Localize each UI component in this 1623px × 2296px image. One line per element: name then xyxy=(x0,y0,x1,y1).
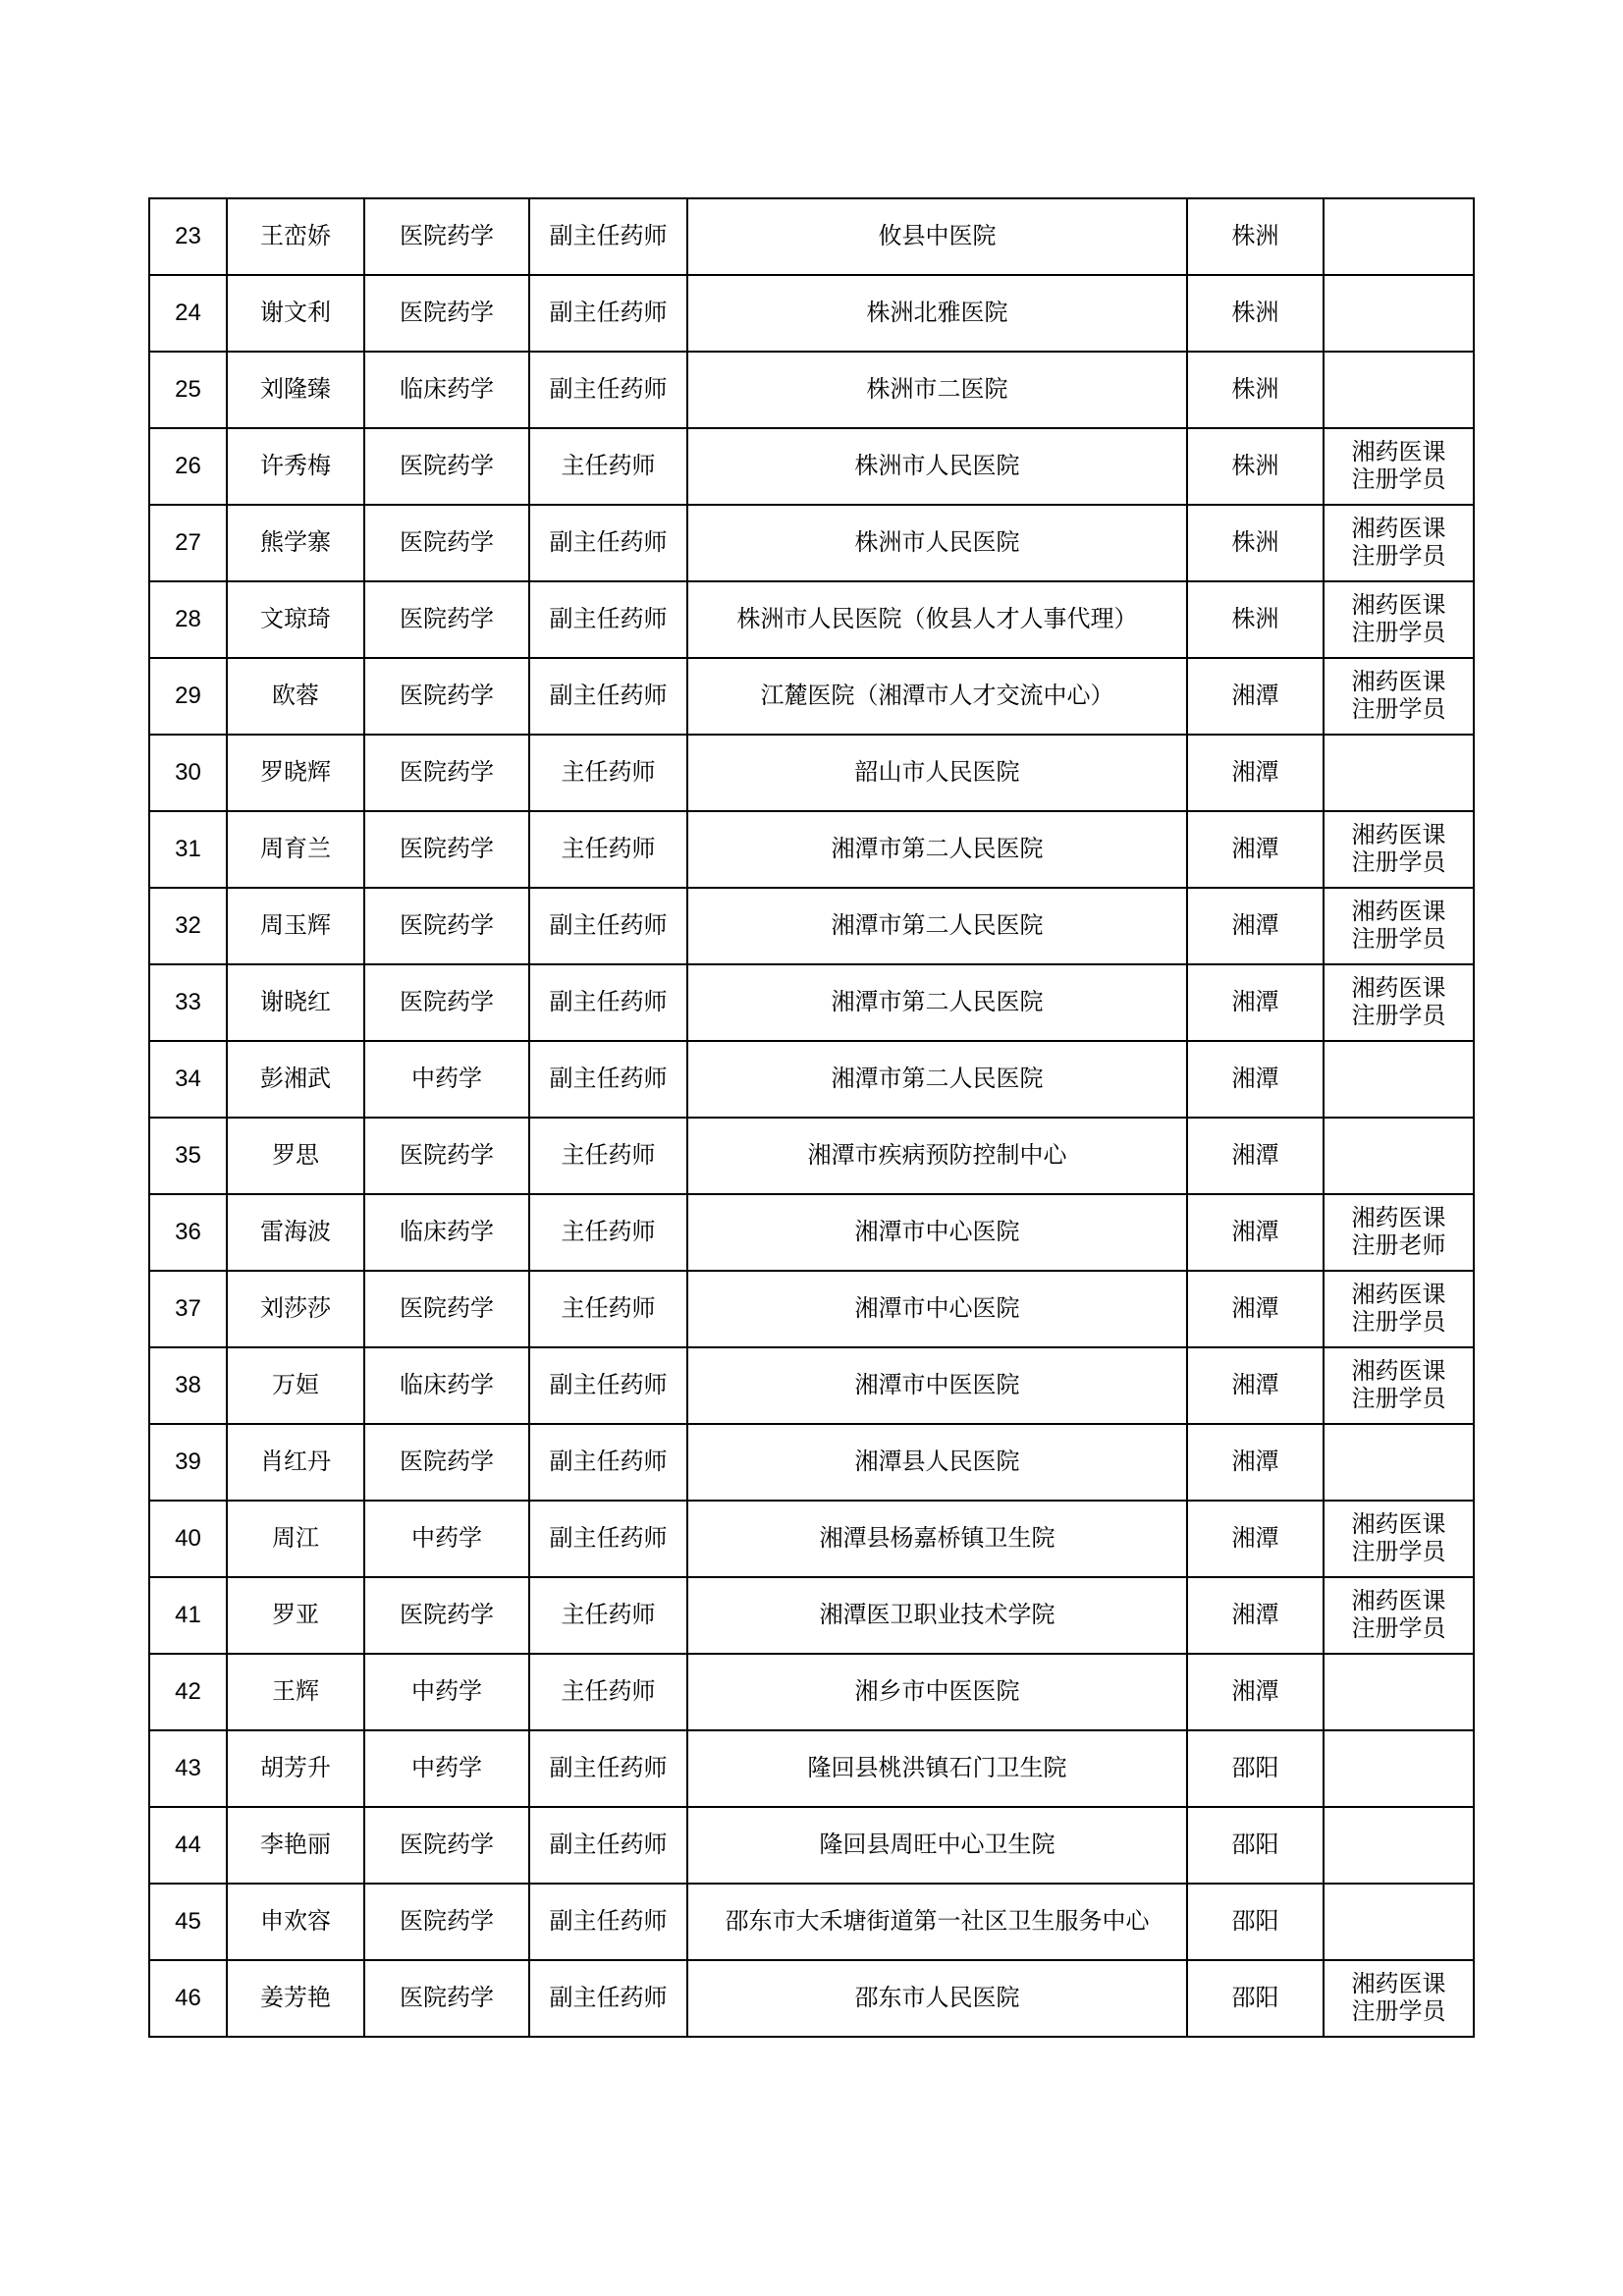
region-cell: 邵阳 xyxy=(1187,1884,1324,1960)
unit-cell: 邵东市大禾塘街道第一社区卫生服务中心 xyxy=(687,1884,1187,1960)
region-cell: 湘潭 xyxy=(1187,811,1324,888)
note-line: 湘药医课 xyxy=(1351,1587,1446,1615)
note-line: 湘药医课 xyxy=(1351,898,1446,926)
seq-cell: 37 xyxy=(149,1271,227,1347)
unit-cell: 湘潭市中心医院 xyxy=(687,1271,1187,1347)
unit-cell: 湘潭市中心医院 xyxy=(687,1194,1187,1271)
title-cell: 副主任药师 xyxy=(529,1347,687,1424)
region-cell: 湘潭 xyxy=(1187,888,1324,964)
seq-cell: 40 xyxy=(149,1501,227,1577)
note-line: 注册学员 xyxy=(1351,1997,1446,2025)
seq-cell: 36 xyxy=(149,1194,227,1271)
unit-cell: 攸县中医院 xyxy=(687,198,1187,275)
unit-cell: 韶山市人民医院 xyxy=(687,735,1187,811)
table-row xyxy=(149,1271,1474,1347)
note-line: 湘药医课 xyxy=(1351,591,1446,620)
unit-cell: 湘潭市第二人民医院 xyxy=(687,1041,1187,1118)
table-row xyxy=(149,275,1474,352)
note-cell xyxy=(1324,1194,1474,1271)
major-cell: 医院药学 xyxy=(364,275,529,352)
note-line: 湘药医课 xyxy=(1351,668,1446,696)
unit-cell: 邵东市人民医院 xyxy=(687,1960,1187,2037)
region-cell: 湘潭 xyxy=(1187,1041,1324,1118)
note-line: 湘药医课 xyxy=(1351,515,1446,543)
unit-cell: 湘潭市中医医院 xyxy=(687,1347,1187,1424)
note-cell xyxy=(1324,1960,1474,2037)
title-cell: 主任药师 xyxy=(529,1577,687,1654)
major-cell: 医院药学 xyxy=(364,735,529,811)
note-cell xyxy=(1324,735,1474,811)
name-cell: 刘莎莎 xyxy=(227,1271,364,1347)
name-cell: 熊学寨 xyxy=(227,505,364,581)
major-cell: 医院药学 xyxy=(364,888,529,964)
table-row xyxy=(149,1960,1474,2037)
note-line: 注册学员 xyxy=(1351,848,1446,876)
seq-cell: 26 xyxy=(149,428,227,505)
name-cell: 许秀梅 xyxy=(227,428,364,505)
note-line: 注册学员 xyxy=(1351,542,1446,570)
note-line: 注册学员 xyxy=(1351,1308,1446,1336)
major-cell: 中药学 xyxy=(364,1730,529,1807)
note-line: 注册学员 xyxy=(1351,695,1446,723)
note-cell xyxy=(1324,1884,1474,1960)
unit-cell: 株洲市人民医院 xyxy=(687,505,1187,581)
table-row xyxy=(149,581,1474,658)
seq-cell: 38 xyxy=(149,1347,227,1424)
region-cell: 株洲 xyxy=(1187,428,1324,505)
name-cell: 文琼琦 xyxy=(227,581,364,658)
seq-cell: 25 xyxy=(149,352,227,428)
name-cell: 彭湘武 xyxy=(227,1041,364,1118)
major-cell: 医院药学 xyxy=(364,1884,529,1960)
major-cell: 医院药学 xyxy=(364,964,529,1041)
seq-cell: 41 xyxy=(149,1577,227,1654)
seq-cell: 30 xyxy=(149,735,227,811)
major-cell: 中药学 xyxy=(364,1041,529,1118)
region-cell: 株洲 xyxy=(1187,352,1324,428)
note-cell xyxy=(1324,505,1474,581)
seq-cell: 44 xyxy=(149,1807,227,1884)
title-cell: 副主任药师 xyxy=(529,1960,687,2037)
title-cell: 副主任药师 xyxy=(529,352,687,428)
name-cell: 谢晓红 xyxy=(227,964,364,1041)
name-cell: 罗亚 xyxy=(227,1577,364,1654)
region-cell: 湘潭 xyxy=(1187,1347,1324,1424)
name-cell: 肖红丹 xyxy=(227,1424,364,1501)
unit-cell: 株洲市人民医院（攸县人才人事代理） xyxy=(687,581,1187,658)
note-cell xyxy=(1324,198,1474,275)
major-cell: 医院药学 xyxy=(364,1271,529,1347)
seq-cell: 35 xyxy=(149,1118,227,1194)
note-cell xyxy=(1324,1271,1474,1347)
note-line: 注册学员 xyxy=(1351,1538,1446,1565)
title-cell: 主任药师 xyxy=(529,1271,687,1347)
name-cell: 万姮 xyxy=(227,1347,364,1424)
region-cell: 株洲 xyxy=(1187,275,1324,352)
table-row xyxy=(149,352,1474,428)
seq-cell: 28 xyxy=(149,581,227,658)
unit-cell: 隆回县周旺中心卫生院 xyxy=(687,1807,1187,1884)
major-cell: 医院药学 xyxy=(364,198,529,275)
name-cell: 胡芳升 xyxy=(227,1730,364,1807)
note-cell xyxy=(1324,1577,1474,1654)
table-row xyxy=(149,1577,1474,1654)
seq-cell: 27 xyxy=(149,505,227,581)
region-cell: 邵阳 xyxy=(1187,1730,1324,1807)
note-line: 湘药医课 xyxy=(1351,1281,1446,1309)
region-cell: 湘潭 xyxy=(1187,1654,1324,1730)
note-cell xyxy=(1324,275,1474,352)
note-line: 注册学员 xyxy=(1351,925,1446,953)
table-row xyxy=(149,198,1474,275)
major-cell: 医院药学 xyxy=(364,658,529,735)
name-cell: 罗思 xyxy=(227,1118,364,1194)
note-line: 注册学员 xyxy=(1351,465,1446,493)
title-cell: 副主任药师 xyxy=(529,1807,687,1884)
region-cell: 株洲 xyxy=(1187,581,1324,658)
unit-cell: 株洲北雅医院 xyxy=(687,275,1187,352)
table-row xyxy=(149,1041,1474,1118)
region-cell: 湘潭 xyxy=(1187,1501,1324,1577)
region-cell: 株洲 xyxy=(1187,198,1324,275)
table-row xyxy=(149,505,1474,581)
major-cell: 医院药学 xyxy=(364,1118,529,1194)
table-row xyxy=(149,1424,1474,1501)
title-cell: 副主任药师 xyxy=(529,1501,687,1577)
title-cell: 副主任药师 xyxy=(529,1424,687,1501)
seq-cell: 43 xyxy=(149,1730,227,1807)
note-line: 注册学员 xyxy=(1351,1002,1446,1029)
unit-cell: 湘潭县杨嘉桥镇卫生院 xyxy=(687,1501,1187,1577)
title-cell: 主任药师 xyxy=(529,735,687,811)
name-cell: 罗晓辉 xyxy=(227,735,364,811)
name-cell: 王辉 xyxy=(227,1654,364,1730)
note-cell xyxy=(1324,1730,1474,1807)
note-cell xyxy=(1324,1654,1474,1730)
name-cell: 申欢容 xyxy=(227,1884,364,1960)
title-cell: 主任药师 xyxy=(529,1118,687,1194)
note-cell xyxy=(1324,1807,1474,1884)
table-row xyxy=(149,1501,1474,1577)
note-line: 湘药医课 xyxy=(1351,1357,1446,1386)
seq-cell: 45 xyxy=(149,1884,227,1960)
region-cell: 株洲 xyxy=(1187,505,1324,581)
unit-cell: 湘乡市中医医院 xyxy=(687,1654,1187,1730)
note-cell xyxy=(1324,581,1474,658)
title-cell: 副主任药师 xyxy=(529,1884,687,1960)
region-cell: 湘潭 xyxy=(1187,735,1324,811)
title-cell: 副主任药师 xyxy=(529,505,687,581)
unit-cell: 湘潭市第二人民医院 xyxy=(687,964,1187,1041)
major-cell: 中药学 xyxy=(364,1501,529,1577)
note-line: 注册老师 xyxy=(1351,1231,1446,1259)
title-cell: 副主任药师 xyxy=(529,964,687,1041)
title-cell: 副主任药师 xyxy=(529,1730,687,1807)
table-row xyxy=(149,1884,1474,1960)
unit-cell: 隆回县桃洪镇石门卫生院 xyxy=(687,1730,1187,1807)
note-cell xyxy=(1324,1501,1474,1577)
table-row xyxy=(149,658,1474,735)
title-cell: 副主任药师 xyxy=(529,198,687,275)
table-row xyxy=(149,811,1474,888)
unit-cell: 株洲市二医院 xyxy=(687,352,1187,428)
seq-cell: 31 xyxy=(149,811,227,888)
note-cell xyxy=(1324,964,1474,1041)
major-cell: 医院药学 xyxy=(364,811,529,888)
name-cell: 李艳丽 xyxy=(227,1807,364,1884)
seq-cell: 29 xyxy=(149,658,227,735)
region-cell: 湘潭 xyxy=(1187,658,1324,735)
major-cell: 医院药学 xyxy=(364,1577,529,1654)
note-line: 湘药医课 xyxy=(1351,1204,1446,1232)
table-row xyxy=(149,888,1474,964)
roster-table xyxy=(148,197,1475,2038)
name-cell: 谢文利 xyxy=(227,275,364,352)
major-cell: 医院药学 xyxy=(364,581,529,658)
name-cell: 刘隆臻 xyxy=(227,352,364,428)
seq-cell: 23 xyxy=(149,198,227,275)
table-row xyxy=(149,428,1474,505)
note-cell xyxy=(1324,352,1474,428)
note-line: 注册学员 xyxy=(1351,1385,1446,1412)
note-line: 湘药医课 xyxy=(1351,974,1446,1003)
table-row xyxy=(149,1118,1474,1194)
note-line: 湘药医课 xyxy=(1351,1970,1446,1998)
title-cell: 主任药师 xyxy=(529,1654,687,1730)
title-cell: 副主任药师 xyxy=(529,1041,687,1118)
table-row xyxy=(149,1194,1474,1271)
name-cell: 姜芳艳 xyxy=(227,1960,364,2037)
note-line: 湘药医课 xyxy=(1351,438,1446,466)
table-row xyxy=(149,1807,1474,1884)
unit-cell: 湘潭市第二人民医院 xyxy=(687,811,1187,888)
unit-cell: 湘潭医卫职业技术学院 xyxy=(687,1577,1187,1654)
table-row xyxy=(149,1730,1474,1807)
name-cell: 周育兰 xyxy=(227,811,364,888)
seq-cell: 46 xyxy=(149,1960,227,2037)
note-line: 湘药医课 xyxy=(1351,821,1446,849)
seq-cell: 34 xyxy=(149,1041,227,1118)
major-cell: 医院药学 xyxy=(364,1424,529,1501)
major-cell: 中药学 xyxy=(364,1654,529,1730)
note-line: 注册学员 xyxy=(1351,619,1446,646)
seq-cell: 33 xyxy=(149,964,227,1041)
note-cell xyxy=(1324,811,1474,888)
name-cell: 周江 xyxy=(227,1501,364,1577)
name-cell: 王峦娇 xyxy=(227,198,364,275)
table-row xyxy=(149,735,1474,811)
major-cell: 临床药学 xyxy=(364,1347,529,1424)
major-cell: 临床药学 xyxy=(364,1194,529,1271)
unit-cell: 湘潭县人民医院 xyxy=(687,1424,1187,1501)
major-cell: 医院药学 xyxy=(364,1960,529,2037)
region-cell: 邵阳 xyxy=(1187,1807,1324,1884)
note-line: 湘药医课 xyxy=(1351,1510,1446,1539)
region-cell: 湘潭 xyxy=(1187,964,1324,1041)
title-cell: 主任药师 xyxy=(529,1194,687,1271)
title-cell: 主任药师 xyxy=(529,428,687,505)
region-cell: 湘潭 xyxy=(1187,1577,1324,1654)
region-cell: 湘潭 xyxy=(1187,1424,1324,1501)
title-cell: 副主任药师 xyxy=(529,888,687,964)
note-cell xyxy=(1324,1041,1474,1118)
name-cell: 欧蓉 xyxy=(227,658,364,735)
unit-cell: 湘潭市疾病预防控制中心 xyxy=(687,1118,1187,1194)
unit-cell: 湘潭市第二人民医院 xyxy=(687,888,1187,964)
unit-cell: 株洲市人民医院 xyxy=(687,428,1187,505)
note-cell xyxy=(1324,1347,1474,1424)
major-cell: 临床药学 xyxy=(364,352,529,428)
note-cell xyxy=(1324,658,1474,735)
region-cell: 邵阳 xyxy=(1187,1960,1324,2037)
major-cell: 医院药学 xyxy=(364,1807,529,1884)
note-cell xyxy=(1324,888,1474,964)
seq-cell: 39 xyxy=(149,1424,227,1501)
note-line: 注册学员 xyxy=(1351,1614,1446,1642)
title-cell: 副主任药师 xyxy=(529,658,687,735)
note-cell xyxy=(1324,1118,1474,1194)
table-row xyxy=(149,1654,1474,1730)
region-cell: 湘潭 xyxy=(1187,1194,1324,1271)
title-cell: 主任药师 xyxy=(529,811,687,888)
title-cell: 副主任药师 xyxy=(529,581,687,658)
roster-body xyxy=(149,198,1474,2037)
major-cell: 医院药学 xyxy=(364,428,529,505)
title-cell: 副主任药师 xyxy=(529,275,687,352)
seq-cell: 24 xyxy=(149,275,227,352)
table-row xyxy=(149,1347,1474,1424)
name-cell: 周玉辉 xyxy=(227,888,364,964)
note-cell xyxy=(1324,1424,1474,1501)
name-cell: 雷海波 xyxy=(227,1194,364,1271)
note-cell xyxy=(1324,428,1474,505)
table-row xyxy=(149,964,1474,1041)
seq-cell: 42 xyxy=(149,1654,227,1730)
region-cell: 湘潭 xyxy=(1187,1271,1324,1347)
unit-cell: 江麓医院（湘潭市人才交流中心） xyxy=(687,658,1187,735)
major-cell: 医院药学 xyxy=(364,505,529,581)
region-cell: 湘潭 xyxy=(1187,1118,1324,1194)
seq-cell: 32 xyxy=(149,888,227,964)
